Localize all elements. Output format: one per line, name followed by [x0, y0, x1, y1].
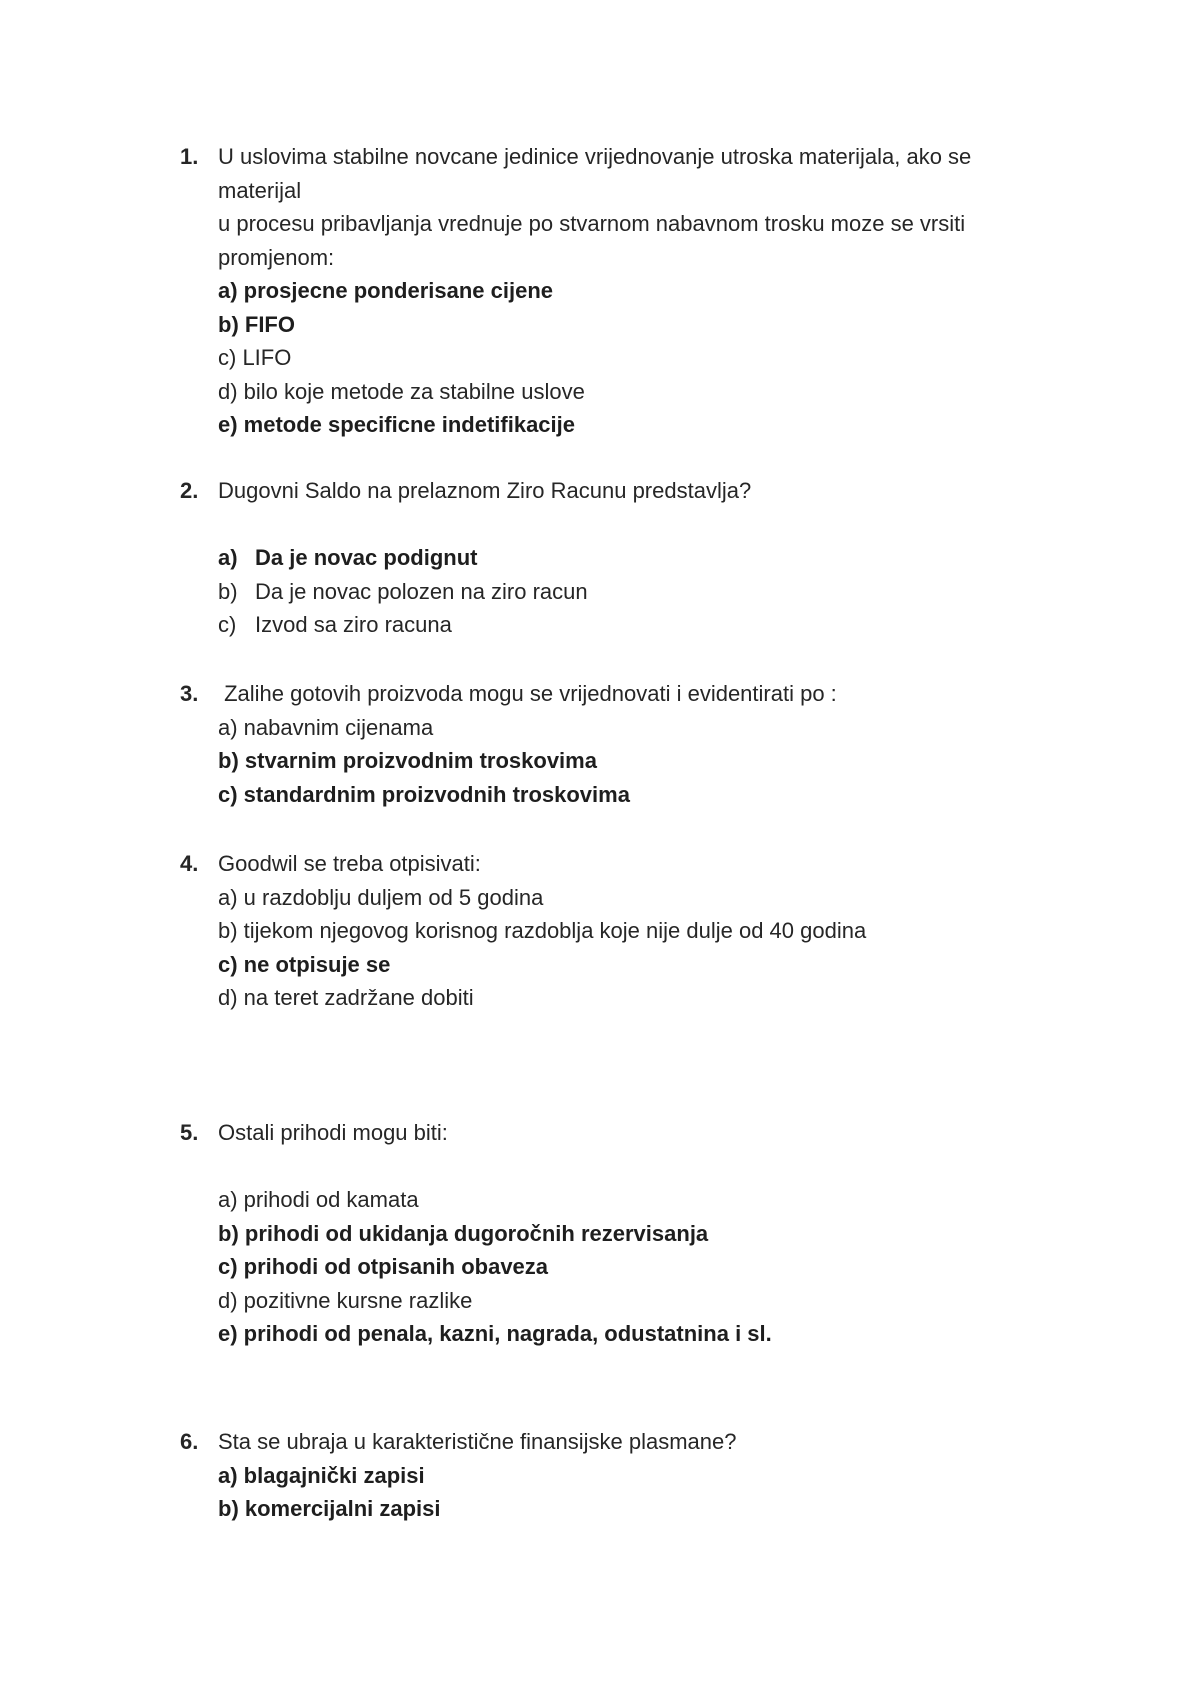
question-text-line: Goodwil se treba otpisivati: [218, 851, 481, 876]
question-text-line: Dugovni Saldo na prelaznom Ziro Racunu predstavlja? [218, 478, 752, 503]
question-text-line: Zalihe gotovih proizvoda mogu se vrijednovati i evidentirati po : [218, 681, 837, 706]
answer-option: d) na teret zadržane dobiti [218, 985, 474, 1010]
question-number: 3. [180, 681, 199, 706]
answer-option: d) bilo koje metode za stabilne uslove [218, 378, 585, 404]
option-text: Da je novac polozen na ziro racun [255, 578, 588, 604]
question-3 [180, 677, 1080, 811]
answer-options [218, 541, 1080, 642]
answer-option: a) prosjecne ponderisane cijene [218, 278, 554, 303]
question-number: 5. [180, 1120, 199, 1145]
answer-option: b) prihodi od ukidanja dugoročnih rezervisanja [218, 1220, 709, 1246]
answer-option [218, 575, 1080, 609]
answer-option: c) standardnim proizvodnih troskovima [218, 781, 630, 807]
answer-options [218, 274, 1080, 442]
answer-option: a) u razdoblju duljem od 5 godina [218, 884, 544, 910]
answer-option [218, 541, 1080, 575]
answer-option: c) ne otpisuje se [218, 951, 391, 977]
question-text [218, 677, 1080, 711]
answer-option: c) LIFO [218, 345, 292, 370]
question-text [218, 474, 1080, 508]
question-text [218, 140, 1080, 274]
answer-option: b) komercijalni zapisi [218, 1496, 441, 1521]
answer-option: a) prihodi od kamata [218, 1187, 419, 1212]
question-text-line: Sta se ubraja u karakteristične finansijske plasmane? [218, 1429, 737, 1454]
spacer [180, 508, 1080, 542]
answer-option: c) prihodi od otpisanih obaveza [218, 1254, 549, 1279]
answer-option: a) blagajnički zapisi [218, 1462, 425, 1488]
answer-options [218, 881, 1080, 1015]
question-number: 6. [180, 1429, 199, 1454]
question-text-line: promjenom: [218, 244, 335, 270]
question-text-line: u procesu pribavljanja vrednuje po stvarnom nabavnom trosku moze se vrsiti [218, 211, 966, 236]
question-5 [180, 1116, 1080, 1351]
option-text: Da je novac podignut [255, 545, 478, 570]
answer-option: b) FIFO [218, 311, 295, 337]
option-letter: b) [218, 578, 238, 604]
option-letter: c) [218, 612, 237, 637]
answer-option: e) metode specificne indetifikacije [218, 412, 576, 437]
question-text-line: materijal [218, 177, 302, 203]
answer-options [218, 711, 1080, 812]
question-text-line: Ostali prihodi mogu biti: [218, 1120, 448, 1145]
answer-option: b) tijekom njegovog korisnog razdoblja koje nije dulje od 40 godina [218, 918, 867, 943]
answer-option: b) stvarnim proizvodnim troskovima [218, 748, 597, 773]
answer-option [218, 608, 1080, 642]
question-text [218, 1425, 1080, 1459]
question-text-line: U uslovima stabilne novcane jedinice vrijednovanje utroska materijala, ako se [218, 144, 972, 169]
answer-option: d) pozitivne kursne razlike [218, 1287, 473, 1313]
question-text [218, 1116, 1080, 1150]
question-1 [180, 140, 1080, 442]
question-4 [180, 847, 1080, 1015]
spacer [180, 1150, 1080, 1184]
answer-options [218, 1459, 1080, 1526]
answer-option: a) nabavnim cijenama [218, 714, 434, 740]
question-number: 1. [180, 144, 199, 169]
option-text: Izvod sa ziro racuna [255, 612, 452, 637]
question-number: 4. [180, 851, 199, 876]
answer-option: e) prihodi od penala, kazni, nagrada, odustatnina i sl. [218, 1321, 772, 1346]
question-6 [180, 1425, 1080, 1526]
question-number: 2. [180, 478, 199, 503]
option-letter: a) [218, 545, 238, 570]
question-2 [180, 474, 1080, 642]
answer-options [218, 1183, 1080, 1351]
question-text [218, 847, 1080, 881]
